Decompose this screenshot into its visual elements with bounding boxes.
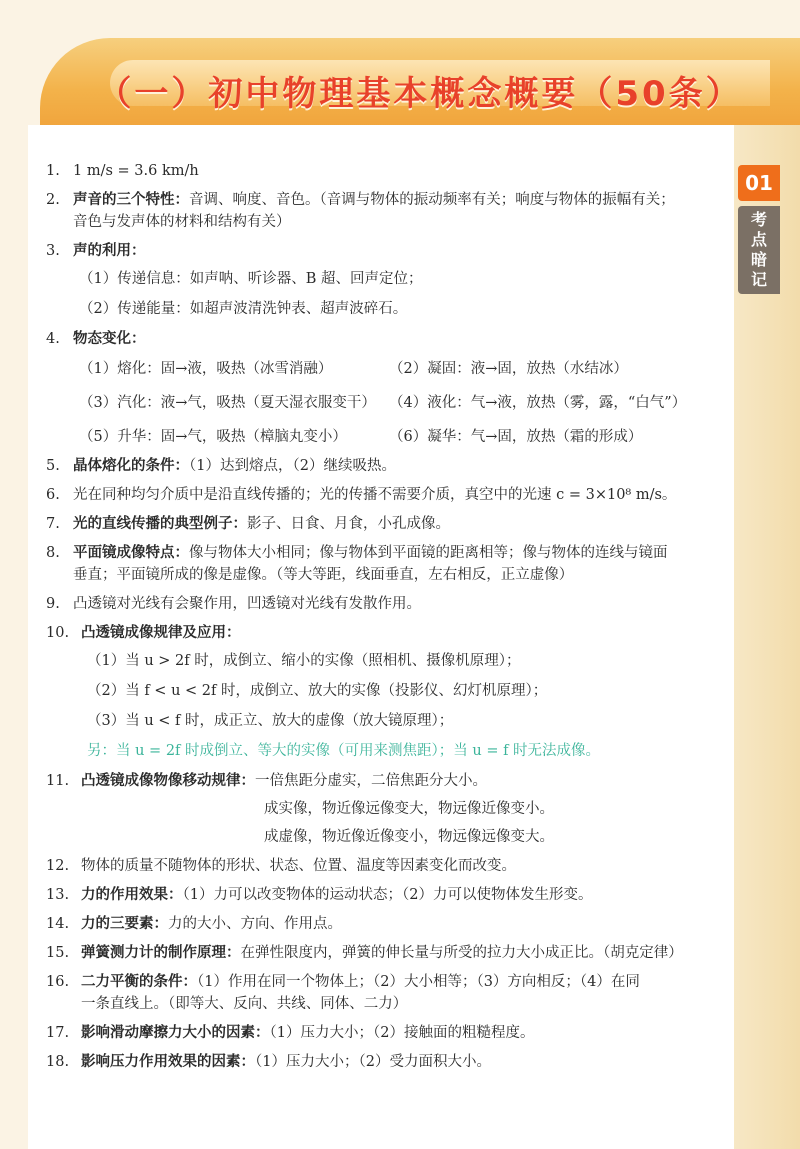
item-text: （1）力可以改变物体的运动状态；（2）力可以使物体发生形变。 [182,887,593,903]
item-text: 影子、日食、月食，小孔成像。 [247,516,450,532]
grid-cell: （4）液化：气→液，放热（雾，露，“白气”） [389,395,687,411]
item-number: 16. [46,974,70,990]
item-heading: 光的直线传播的典型例子： [73,516,247,532]
sub-item: 成实像，物近像远像变大，物远像近像变小。 [264,801,554,817]
item-heading: 力的作用效果： [81,887,183,903]
sub-item: 成虚像，物近像近像变小，物远像远像变大。 [264,829,554,845]
chapter-tab-char: 暗 [750,250,767,269]
grid-cell: （6）凝华：气→固，放热（霜的形成） [389,429,643,445]
grid-cell: （3）汽化：液→气，吸热（夏天湿衣服变干） [79,395,376,411]
item-heading: 凸透镜成像物像移动规律： [81,773,255,789]
list-item [46,189,716,233]
chapter-tab-char: 点 [750,230,767,249]
item-text: 物体的质量不随物体的形状、状态、位置、温度等因素变化而改变。 [81,858,516,874]
sub-item: （3）当 u < f 时，成正立、放大的虚像（放大镜原理）； [87,713,454,729]
list-item [46,622,716,762]
list-item [46,455,716,477]
item-text: 在弹性限度内，弹簧的伸长量与所受的拉力大小成正比。（胡克定律） [240,945,683,961]
item-text-cont: 垂直；平面镜所成的像是虚像。（等大等距，线面垂直，左右相反，正立虚像） [73,567,574,583]
item-heading: 二力平衡的条件： [81,974,197,990]
header-banner [40,38,800,134]
list-item [46,484,716,506]
item-number: 18. [46,1054,70,1070]
list-item [46,884,716,906]
item-text: （1）压力大小；（2）受力面积大小。 [255,1054,491,1070]
list-item [46,1022,716,1044]
item-heading: 弹簧测力计的制作原理： [81,945,241,961]
item-text: 一倍焦距分虚实，二倍焦距分大小。 [255,773,487,789]
list-item [46,593,716,615]
item-text: 像与物体大小相同；像与物体到平面镜的距离相等；像与物体的连线与镜面 [189,545,668,561]
sub-item: （1）当 u > 2f 时，成倒立、缩小的实像（照相机、摄像机原理）； [87,653,521,669]
list-item [46,160,716,182]
grid-cell: （5）升华：固→气，吸热（樟脑丸变小） [79,429,347,445]
sub-item: （2）当 f < u < 2f 时，成倒立、放大的实像（投影仪、幻灯机原理）； [87,683,548,699]
list-item [46,770,716,848]
item-number: 4. [46,331,60,347]
item-number: 2. [46,192,60,208]
item-number: 1. [46,163,60,179]
item-heading: 声的利用： [73,243,146,259]
item-heading: 声音的三个特性： [73,192,189,208]
item-number: 13. [46,887,70,903]
item-heading: 晶体熔化的条件： [73,458,189,474]
item-number: 14. [46,916,70,932]
item-number: 3. [46,243,60,259]
item-text: 凸透镜对光线有会聚作用，凹透镜对光线有发散作用。 [73,596,421,612]
item-text-cont: 音色与发声体的材料和结构有关） [73,214,291,230]
list-item [46,542,716,586]
item-heading: 影响滑动摩擦力大小的因素： [81,1025,270,1041]
item-heading: 力的三要素： [81,916,168,932]
item-heading: 凸透镜成像规律及应用： [81,625,241,641]
chapter-tab-char: 记 [750,270,767,289]
item-text: 音调、响度、音色。（音调与物体的振动频率有关；响度与物体的振幅有关； [189,192,675,208]
page-title: （一）初中物理基本概念概要（50条） [97,74,743,114]
item-number: 9. [46,596,60,612]
item-number: 15. [46,945,70,961]
grid-cell: （1）熔化：固→液，吸热（冰雪消融） [79,361,333,377]
chapter-tab-char: 考 [750,210,767,229]
note-text: 另：当 u = 2f 时成倒立、等大的实像（可用来测焦距）；当 u = f 时无法成像。 [87,743,601,759]
chapter-tab[interactable] [738,206,780,294]
list-item [46,513,716,535]
sub-item: （1）传递信息：如声呐、听诊器、B 超、回声定位； [79,271,423,287]
list-item [46,942,716,964]
sub-item: （2）传递能量：如超声波清洗钟表、超声波碎石。 [79,301,408,317]
item-text: （1）达到熔点，（2）继续吸热。 [189,458,396,474]
item-text: 1 m/s = 3.6 km/h [73,163,199,179]
item-number: 12. [46,858,70,874]
item-heading: 平面镜成像特点： [73,545,189,561]
item-heading: 影响压力作用效果的因素： [81,1054,255,1070]
list-item [46,971,716,1015]
state-change-grid [73,358,716,448]
grid-cell: （2）凝固：液→固，放热（水结冰） [389,361,628,377]
chapter-number: 01 [738,165,780,201]
item-number: 6. [46,487,60,503]
list-item [46,240,716,320]
item-heading: 物态变化： [73,331,146,347]
item-text: （1）作用在同一个物体上；（2）大小相等；（3）方向相反；（4）在同 [197,974,640,990]
item-number: 17. [46,1025,70,1041]
item-number: 10. [46,625,70,641]
item-number: 8. [46,545,60,561]
list-item [46,913,716,935]
item-text: （1）压力大小；（2）接触面的粗糙程度。 [269,1025,535,1041]
list-item [46,1051,716,1073]
item-text: 力的大小、方向、作用点。 [168,916,342,932]
item-number: 7. [46,516,60,532]
concept-list [46,160,716,1080]
list-item [46,328,716,448]
item-text-cont: 一条直线上。（即等大、反向、共线、同体、二力） [81,996,408,1012]
item-text: 光在同种均匀介质中是沿直线传播的；光的传播不需要介质，真空中的光速 c = 3×10⁸ m/s。 [73,487,677,503]
item-number: 11. [46,773,70,789]
list-item [46,855,716,877]
item-number: 5. [46,458,60,474]
